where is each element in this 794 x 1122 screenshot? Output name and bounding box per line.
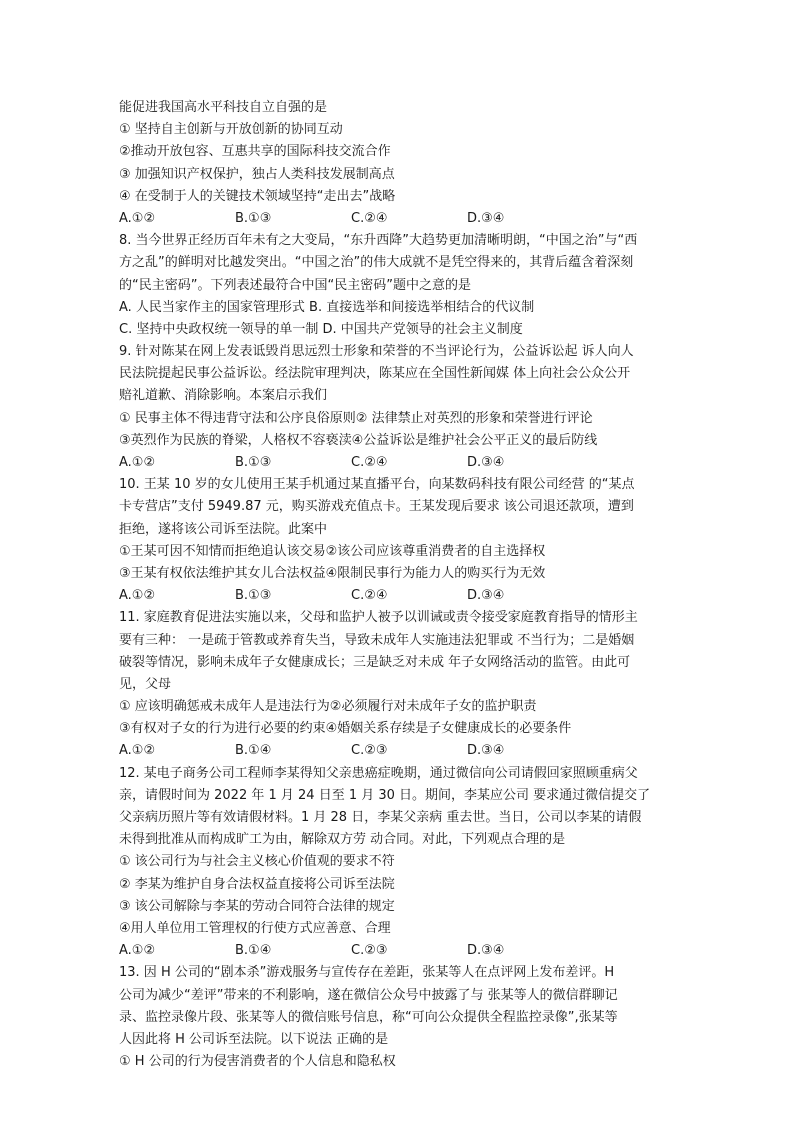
q10-option-a: A.①② (119, 588, 156, 604)
q9-line: 赔礼道歉、消除影响。本案启示我们 (119, 388, 328, 404)
q10-line: 卡专营店”支付 5949.87 元，购买游戏充值点卡。王某发现后要求 该公司退还款项，遭到 (119, 499, 634, 515)
q11-option-d: D.③④ (467, 743, 505, 759)
q11-option-c: C.②③ (351, 743, 388, 759)
q12-option-a: A.①② (119, 943, 156, 959)
q7-option-a: A.①② (119, 210, 156, 226)
q9-line: 9. 针对陈某在网上发表诋毁肖思远烈士形象和荣誉的不当评论行为，公益诉讼起 诉人向人 (119, 344, 634, 360)
q7-option-c: C.②④ (351, 210, 388, 226)
q10-line: 10. 王某 10 岁的女儿使用王某手机通过某直播平台，向某数码科技有限公司经营 的“某点 (119, 477, 635, 493)
q9-option-a: A.①② (119, 455, 156, 470)
q7-item: ① 坚持自主创新与开放创新的协同互动 (119, 122, 343, 138)
q12-options (119, 940, 679, 962)
q13-item-line: ① H 公司的行为侵害消费者的个人信息和隐私权 (119, 1054, 396, 1070)
q9-option-d: D.③④ (467, 455, 505, 470)
q8-line: 8. 当今世界正经历百年未有之大变局，“东升西降”大趋势更加清晰明朗，“中国之治”与“西 (119, 233, 638, 249)
q12-item-line: ① 该公司行为与社会主义核心价值观的要求不符 (119, 854, 395, 870)
q10-option-c: C.②④ (351, 588, 388, 604)
q12-option-d: D.③④ (467, 943, 505, 959)
q12-option-c: C.②③ (351, 943, 388, 959)
q9-item-line: ① 民事主体不得违背守法和公序良俗原则② 法律禁止对英烈的形象和荣誉进行评论 (119, 410, 593, 426)
q11-line: 11. 家庭教育促进法实施以来，父母和监护人被予以训诫或责令接受家庭教育指导的情形主 (119, 610, 638, 626)
q11-line: 见，父母 (119, 676, 172, 692)
q11-option-a: A.①② (119, 743, 156, 759)
q8-line: 方之乱”的鲜明对比越发突出。“中国之治”的伟大成就不是凭空得来的，其背后蕴含着深刻 (119, 255, 634, 271)
q12-item-line: ④用人单位用工管理权的行使方式应善意、合理 (119, 920, 391, 936)
q9-line: 民法院提起民事公益诉讼。经法院审理判决，陈某应在全国性新闻媒 体上向社会公众公开 (119, 366, 631, 382)
q11-option-b: B.①④ (235, 743, 272, 759)
q8-line: 的“民主密码”。下列表述最符合中国“民主密码”题中之意的是 (119, 277, 471, 293)
q12-item-line: ③ 该公司解除与李某的劳动合同符合法律的规定 (119, 898, 395, 914)
q12-line: 12. 某电子商务公司工程师李某得知父亲患癌症晚期，通过微信向公司请假回家照顾重病父 (119, 765, 638, 781)
q11-options (119, 740, 679, 762)
q13-line: 人因此将 H 公司诉至法院。以下说法 正确的是 (119, 1031, 389, 1047)
q7-options (119, 208, 679, 230)
q9-option-c: C.②④ (351, 455, 388, 470)
q12-item-line: ② 李某为维护自身合法权益直接将公司诉至法院 (119, 876, 395, 892)
q9-option-b: B.①③ (235, 455, 272, 470)
q12-line: 未得到批准从而构成旷工为由，解除双方劳 动合同。对此，下列观点合理的是 (119, 832, 566, 848)
q13-line: 13. 因 H 公司的“剧本杀”游戏服务与宣传存在差距，张某等人在点评网上发布差评。H (119, 965, 615, 981)
q11-item-line: ① 应该明确惩戒未成年人是违法行为②必须履行对未成年子女的监护职责 (119, 699, 537, 715)
q7-item: ②推动开放包容、互惠共享的国际科技交流合作 (119, 144, 391, 160)
q12-option-b: B.①④ (235, 943, 272, 959)
q10-option-d: D.③④ (467, 588, 505, 604)
q11-line: 破裂等情况，影响未成年子女健康成长；三是缺乏对未成 年子女网络活动的监管。由此可 (119, 654, 631, 670)
q8-option-line: A. 人民当家作主的国家管理形式 B. 直接选举和间接选举相结合的代议制 (119, 299, 535, 315)
q11-line: 要有三种： 一是疏于管教或养育失当，导致未成年人实施违法犯罪或 不当行为；二是婚姻 (119, 632, 635, 648)
q12-line: 亲，请假时间为 2022 年 1 月 24 日至 1 月 30 日。期间，李某应公司 要求通过微信提交了 (119, 787, 651, 803)
q10-item-line: ③王某有权依法维护其女儿合法权益④限制民事行为能力人的购买行为无效 (119, 565, 546, 581)
q9-item-line: ③英烈作为民族的脊梁，人格权不容亵渎④公益诉讼是维护社会公平正义的最后防线 (119, 432, 598, 448)
page-content (119, 97, 679, 1073)
q9-options (119, 452, 679, 474)
q10-item-line: ①王某可因不知情而拒绝追认该交易②该公司应该尊重消费者的自主选择权 (119, 543, 546, 559)
q8-option-line: C. 坚持中央政权统一领导的单一制 D. 中国共产党领导的社会主义制度 (119, 321, 523, 337)
q12-line: 父亲病历照片等有效请假材料。1 月 28 日，李某父亲病 重去世。当日，公司以李某的请假 (119, 810, 642, 825)
q10-options (119, 585, 679, 607)
q7-option-d: D.③④ (467, 210, 505, 226)
q11-item-line: ③有权对子女的行为进行必要的约束④婚姻关系存续是子女健康成长的必要条件 (119, 721, 572, 737)
q7-item: ④ 在受制于人的关键技术领域坚持“走出去”战略 (119, 188, 396, 204)
q7-stem: 能促进我国高水平科技自立自强的是 (119, 100, 328, 115)
q7-item: ③ 加强知识产权保护，独占人类科技发展制高点 (119, 166, 395, 182)
q13-line: 录、监控录像片段、张某等人的微信账号信息，称“可向公众提供全程监控录像”,张某等 (119, 1009, 618, 1025)
q7-option-b: B.①③ (235, 210, 272, 226)
q10-line: 拒绝，遂将该公司诉至法院。此案中 (119, 521, 328, 537)
q10-option-b: B.①③ (235, 588, 272, 604)
q13-line: 公司为减少“差评”带来的不利影响，遂在微信公众号中披露了与 张某等人的微信群聊记 (119, 987, 618, 1003)
